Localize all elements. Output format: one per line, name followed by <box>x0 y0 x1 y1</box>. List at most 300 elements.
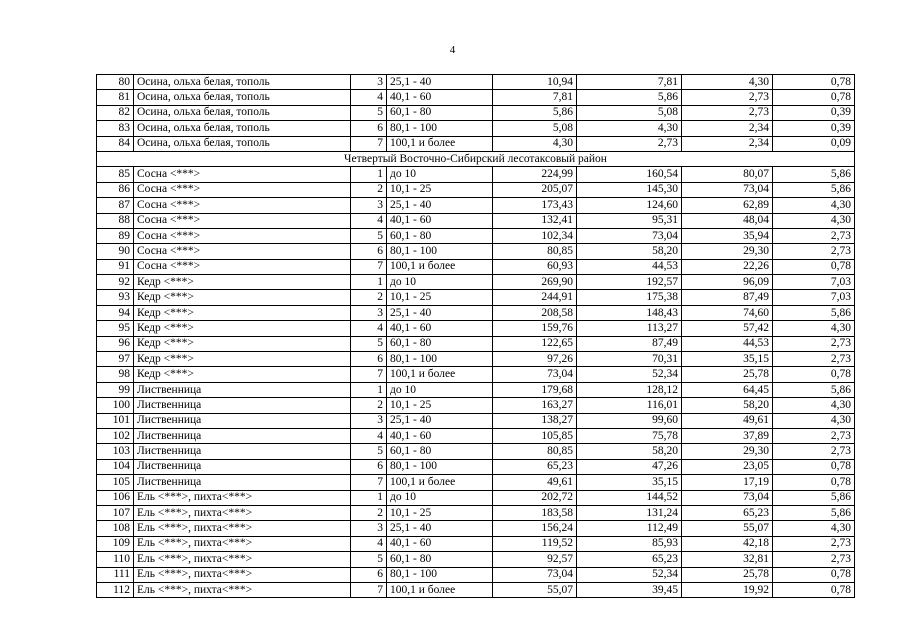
cell-value-large: 122,65 <box>493 336 577 351</box>
cell-value-small: 74,60 <box>682 305 773 320</box>
cell-diameter-range: 25,1 - 40 <box>387 198 493 213</box>
cell-value-large: 119,52 <box>493 536 577 551</box>
table-row <box>97 198 855 213</box>
cell-value-firewood: 2,73 <box>773 552 855 567</box>
cell-value-firewood: 2,73 <box>773 336 855 351</box>
cell-diameter-range: 60,1 - 80 <box>387 552 493 567</box>
table-row <box>97 259 855 274</box>
cell-value-medium: 39,45 <box>577 582 682 597</box>
cell-value-small: 29,30 <box>682 244 773 259</box>
cell-species: Ель <***>, пихта<***> <box>134 567 351 582</box>
cell-value-small: 64,45 <box>682 382 773 397</box>
cell-row-number: 95 <box>97 321 134 336</box>
cell-value-firewood: 2,73 <box>773 228 855 243</box>
cell-row-number: 92 <box>97 275 134 290</box>
cell-value-small: 42,18 <box>682 536 773 551</box>
table-row <box>97 90 855 105</box>
cell-value-medium: 192,57 <box>577 275 682 290</box>
cell-row-number: 96 <box>97 336 134 351</box>
cell-value-small: 73,04 <box>682 182 773 197</box>
cell-value-small: 65,23 <box>682 505 773 520</box>
table-row <box>97 105 855 120</box>
cell-value-large: 7,81 <box>493 90 577 105</box>
cell-value-large: 10,94 <box>493 75 577 90</box>
cell-value-firewood: 5,86 <box>773 167 855 182</box>
cell-value-firewood: 2,73 <box>773 352 855 367</box>
cell-value-large: 156,24 <box>493 521 577 536</box>
cell-diameter-range: до 10 <box>387 167 493 182</box>
cell-class: 6 <box>351 352 387 367</box>
cell-value-firewood: 2,73 <box>773 428 855 443</box>
cell-class: 1 <box>351 167 387 182</box>
cell-species: Ель <***>, пихта<***> <box>134 521 351 536</box>
cell-value-firewood: 0,39 <box>773 121 855 136</box>
cell-diameter-range: 60,1 - 80 <box>387 228 493 243</box>
cell-value-medium: 144,52 <box>577 490 682 505</box>
cell-class: 5 <box>351 336 387 351</box>
cell-value-small: 23,05 <box>682 459 773 474</box>
cell-species: Ель <***>, пихта<***> <box>134 552 351 567</box>
cell-value-large: 5,08 <box>493 121 577 136</box>
cell-value-large: 80,85 <box>493 244 577 259</box>
cell-value-firewood: 4,30 <box>773 198 855 213</box>
table-row <box>97 552 855 567</box>
table-row <box>97 490 855 505</box>
cell-diameter-range: 25,1 - 40 <box>387 75 493 90</box>
cell-value-firewood: 7,03 <box>773 290 855 305</box>
cell-value-medium: 87,49 <box>577 336 682 351</box>
table-row <box>97 228 855 243</box>
cell-class: 7 <box>351 136 387 151</box>
cell-row-number: 102 <box>97 428 134 443</box>
cell-row-number: 110 <box>97 552 134 567</box>
cell-diameter-range: 25,1 - 40 <box>387 521 493 536</box>
cell-row-number: 98 <box>97 367 134 382</box>
cell-value-medium: 145,30 <box>577 182 682 197</box>
cell-diameter-range: 10,1 - 25 <box>387 505 493 520</box>
cell-value-small: 80,07 <box>682 167 773 182</box>
cell-class: 7 <box>351 475 387 490</box>
cell-value-medium: 112,49 <box>577 521 682 536</box>
cell-value-large: 73,04 <box>493 367 577 382</box>
cell-class: 7 <box>351 259 387 274</box>
cell-species: Ель <***>, пихта<***> <box>134 582 351 597</box>
cell-class: 6 <box>351 121 387 136</box>
cell-value-medium: 160,54 <box>577 167 682 182</box>
cell-row-number: 89 <box>97 228 134 243</box>
cell-value-large: 55,07 <box>493 582 577 597</box>
cell-value-medium: 58,20 <box>577 444 682 459</box>
cell-diameter-range: 40,1 - 60 <box>387 321 493 336</box>
cell-class: 4 <box>351 536 387 551</box>
cell-species: Кедр <***> <box>134 352 351 367</box>
cell-value-medium: 85,93 <box>577 536 682 551</box>
cell-class: 2 <box>351 290 387 305</box>
cell-class: 5 <box>351 228 387 243</box>
cell-row-number: 105 <box>97 475 134 490</box>
cell-class: 1 <box>351 275 387 290</box>
cell-row-number: 101 <box>97 413 134 428</box>
cell-value-small: 25,78 <box>682 367 773 382</box>
cell-value-large: 138,27 <box>493 413 577 428</box>
cell-value-medium: 58,20 <box>577 244 682 259</box>
cell-value-small: 55,07 <box>682 521 773 536</box>
table-row <box>97 305 855 320</box>
cell-row-number: 109 <box>97 536 134 551</box>
cell-row-number: 111 <box>97 567 134 582</box>
cell-value-small: 57,42 <box>682 321 773 336</box>
table-row <box>97 536 855 551</box>
cell-value-large: 205,07 <box>493 182 577 197</box>
cell-value-large: 80,85 <box>493 444 577 459</box>
cell-value-small: 32,81 <box>682 552 773 567</box>
section-title: Четвертый Восточно-Сибирский лесотаксовый район <box>97 151 855 166</box>
cell-diameter-range: 80,1 - 100 <box>387 244 493 259</box>
cell-row-number: 85 <box>97 167 134 182</box>
cell-diameter-range: 100,1 и более <box>387 582 493 597</box>
table-row <box>97 352 855 367</box>
cell-value-small: 2,73 <box>682 90 773 105</box>
cell-value-medium: 44,53 <box>577 259 682 274</box>
table-row <box>97 121 855 136</box>
table-body-top <box>97 75 855 152</box>
cell-value-firewood: 5,86 <box>773 505 855 520</box>
cell-value-firewood: 4,30 <box>773 398 855 413</box>
cell-value-medium: 95,31 <box>577 213 682 228</box>
cell-value-firewood: 5,86 <box>773 382 855 397</box>
cell-value-small: 35,94 <box>682 228 773 243</box>
cell-species: Кедр <***> <box>134 321 351 336</box>
cell-species: Ель <***>, пихта<***> <box>134 490 351 505</box>
cell-value-small: 87,49 <box>682 290 773 305</box>
cell-class: 5 <box>351 444 387 459</box>
cell-diameter-range: 10,1 - 25 <box>387 182 493 197</box>
cell-value-small: 49,61 <box>682 413 773 428</box>
cell-class: 3 <box>351 413 387 428</box>
cell-diameter-range: 100,1 и более <box>387 136 493 151</box>
cell-species: Сосна <***> <box>134 167 351 182</box>
cell-value-large: 202,72 <box>493 490 577 505</box>
cell-value-firewood: 0,39 <box>773 105 855 120</box>
table-row <box>97 321 855 336</box>
table-row <box>97 475 855 490</box>
cell-class: 4 <box>351 428 387 443</box>
cell-value-firewood: 5,86 <box>773 305 855 320</box>
cell-diameter-range: 40,1 - 60 <box>387 90 493 105</box>
page-number: 4 <box>449 44 456 56</box>
cell-diameter-range: до 10 <box>387 382 493 397</box>
cell-class: 6 <box>351 244 387 259</box>
cell-class: 3 <box>351 305 387 320</box>
cell-value-medium: 5,86 <box>577 90 682 105</box>
cell-diameter-range: 60,1 - 80 <box>387 105 493 120</box>
cell-class: 2 <box>351 505 387 520</box>
cell-value-small: 44,53 <box>682 336 773 351</box>
cell-class: 5 <box>351 105 387 120</box>
cell-diameter-range: до 10 <box>387 275 493 290</box>
cell-value-large: 102,34 <box>493 228 577 243</box>
cell-species: Кедр <***> <box>134 367 351 382</box>
cell-class: 2 <box>351 182 387 197</box>
cell-value-large: 163,27 <box>493 398 577 413</box>
cell-value-firewood: 4,30 <box>773 413 855 428</box>
cell-value-firewood: 0,78 <box>773 582 855 597</box>
cell-species: Сосна <***> <box>134 213 351 228</box>
cell-value-small: 96,09 <box>682 275 773 290</box>
cell-value-medium: 7,81 <box>577 75 682 90</box>
cell-species: Лиственница <box>134 475 351 490</box>
cell-value-firewood: 0,09 <box>773 136 855 151</box>
cell-value-small: 2,73 <box>682 105 773 120</box>
cell-row-number: 90 <box>97 244 134 259</box>
forest-tax-table <box>96 74 855 598</box>
cell-value-large: 132,41 <box>493 213 577 228</box>
cell-class: 3 <box>351 198 387 213</box>
cell-row-number: 107 <box>97 505 134 520</box>
cell-value-small: 62,89 <box>682 198 773 213</box>
cell-value-small: 29,30 <box>682 444 773 459</box>
table-row <box>97 290 855 305</box>
cell-value-firewood: 0,78 <box>773 75 855 90</box>
cell-value-firewood: 7,03 <box>773 275 855 290</box>
cell-value-small: 17,19 <box>682 475 773 490</box>
cell-value-small: 19,92 <box>682 582 773 597</box>
table-row <box>97 167 855 182</box>
section-row-group <box>97 151 855 166</box>
cell-row-number: 82 <box>97 105 134 120</box>
cell-value-medium: 2,73 <box>577 136 682 151</box>
cell-species: Лиственница <box>134 459 351 474</box>
cell-value-firewood: 4,30 <box>773 521 855 536</box>
cell-diameter-range: 10,1 - 25 <box>387 290 493 305</box>
cell-value-small: 37,89 <box>682 428 773 443</box>
cell-class: 7 <box>351 582 387 597</box>
cell-row-number: 86 <box>97 182 134 197</box>
cell-class: 4 <box>351 90 387 105</box>
cell-value-small: 2,34 <box>682 121 773 136</box>
cell-value-firewood: 4,30 <box>773 321 855 336</box>
cell-value-medium: 175,38 <box>577 290 682 305</box>
table-row <box>97 521 855 536</box>
cell-value-medium: 99,60 <box>577 413 682 428</box>
cell-row-number: 94 <box>97 305 134 320</box>
cell-row-number: 103 <box>97 444 134 459</box>
cell-value-firewood: 2,73 <box>773 536 855 551</box>
cell-value-large: 173,43 <box>493 198 577 213</box>
cell-value-large: 208,58 <box>493 305 577 320</box>
cell-species: Лиственница <box>134 413 351 428</box>
cell-value-small: 22,26 <box>682 259 773 274</box>
cell-species: Осина, ольха белая, тополь <box>134 136 351 151</box>
cell-species: Сосна <***> <box>134 259 351 274</box>
table-row <box>97 367 855 382</box>
cell-row-number: 106 <box>97 490 134 505</box>
cell-value-firewood: 5,86 <box>773 182 855 197</box>
cell-value-large: 60,93 <box>493 259 577 274</box>
cell-value-medium: 52,34 <box>577 367 682 382</box>
cell-value-large: 244,91 <box>493 290 577 305</box>
cell-species: Ель <***>, пихта<***> <box>134 536 351 551</box>
cell-species: Лиственница <box>134 398 351 413</box>
cell-row-number: 112 <box>97 582 134 597</box>
cell-value-firewood: 5,86 <box>773 490 855 505</box>
cell-value-large: 4,30 <box>493 136 577 151</box>
table-row <box>97 336 855 351</box>
cell-class: 1 <box>351 490 387 505</box>
cell-value-large: 5,86 <box>493 105 577 120</box>
cell-row-number: 84 <box>97 136 134 151</box>
cell-row-number: 108 <box>97 521 134 536</box>
table-row <box>97 398 855 413</box>
table-row <box>97 136 855 151</box>
cell-value-small: 73,04 <box>682 490 773 505</box>
table-body-bottom <box>97 167 855 598</box>
cell-species: Ель <***>, пихта<***> <box>134 505 351 520</box>
cell-diameter-range: 80,1 - 100 <box>387 352 493 367</box>
cell-class: 2 <box>351 398 387 413</box>
cell-value-large: 224,99 <box>493 167 577 182</box>
cell-class: 1 <box>351 382 387 397</box>
cell-row-number: 99 <box>97 382 134 397</box>
cell-value-medium: 47,26 <box>577 459 682 474</box>
cell-value-large: 183,58 <box>493 505 577 520</box>
cell-diameter-range: 80,1 - 100 <box>387 567 493 582</box>
cell-value-medium: 116,01 <box>577 398 682 413</box>
cell-species: Сосна <***> <box>134 244 351 259</box>
cell-class: 7 <box>351 367 387 382</box>
cell-value-large: 65,23 <box>493 459 577 474</box>
cell-species: Осина, ольха белая, тополь <box>134 105 351 120</box>
cell-value-firewood: 0,78 <box>773 567 855 582</box>
table-row <box>97 275 855 290</box>
table-row <box>97 567 855 582</box>
cell-value-medium: 148,43 <box>577 305 682 320</box>
cell-species: Сосна <***> <box>134 182 351 197</box>
cell-diameter-range: 60,1 - 80 <box>387 444 493 459</box>
cell-diameter-range: 10,1 - 25 <box>387 398 493 413</box>
cell-value-firewood: 0,78 <box>773 475 855 490</box>
cell-diameter-range: 80,1 - 100 <box>387 459 493 474</box>
cell-value-small: 35,15 <box>682 352 773 367</box>
cell-species: Осина, ольха белая, тополь <box>134 90 351 105</box>
cell-diameter-range: 40,1 - 60 <box>387 428 493 443</box>
cell-diameter-range: 25,1 - 40 <box>387 413 493 428</box>
cell-species: Сосна <***> <box>134 198 351 213</box>
cell-diameter-range: 40,1 - 60 <box>387 213 493 228</box>
cell-value-firewood: 2,73 <box>773 244 855 259</box>
cell-value-firewood: 0,78 <box>773 459 855 474</box>
cell-species: Осина, ольха белая, тополь <box>134 75 351 90</box>
cell-diameter-range: 60,1 - 80 <box>387 336 493 351</box>
cell-class: 3 <box>351 75 387 90</box>
cell-value-large: 269,90 <box>493 275 577 290</box>
cell-row-number: 97 <box>97 352 134 367</box>
cell-diameter-range: до 10 <box>387 490 493 505</box>
cell-value-medium: 128,12 <box>577 382 682 397</box>
cell-value-firewood: 0,78 <box>773 90 855 105</box>
table-row <box>97 582 855 597</box>
cell-species: Кедр <***> <box>134 275 351 290</box>
table-row <box>97 182 855 197</box>
table-row <box>97 505 855 520</box>
cell-class: 6 <box>351 567 387 582</box>
cell-value-medium: 113,27 <box>577 321 682 336</box>
section-row <box>97 151 855 166</box>
cell-species: Кедр <***> <box>134 336 351 351</box>
cell-value-medium: 4,30 <box>577 121 682 136</box>
cell-value-large: 105,85 <box>493 428 577 443</box>
cell-class: 5 <box>351 552 387 567</box>
cell-diameter-range: 40,1 - 60 <box>387 536 493 551</box>
cell-value-medium: 73,04 <box>577 228 682 243</box>
cell-class: 3 <box>351 521 387 536</box>
cell-row-number: 93 <box>97 290 134 305</box>
cell-diameter-range: 80,1 - 100 <box>387 121 493 136</box>
cell-value-small: 48,04 <box>682 213 773 228</box>
table-row <box>97 244 855 259</box>
cell-value-small: 58,20 <box>682 398 773 413</box>
cell-species: Лиственница <box>134 428 351 443</box>
cell-value-small: 2,34 <box>682 136 773 151</box>
cell-value-small: 4,30 <box>682 75 773 90</box>
cell-row-number: 91 <box>97 259 134 274</box>
cell-value-large: 179,68 <box>493 382 577 397</box>
cell-row-number: 100 <box>97 398 134 413</box>
cell-diameter-range: 100,1 и более <box>387 367 493 382</box>
cell-diameter-range: 25,1 - 40 <box>387 305 493 320</box>
cell-class: 6 <box>351 459 387 474</box>
cell-species: Осина, ольха белая, тополь <box>134 121 351 136</box>
cell-species: Сосна <***> <box>134 228 351 243</box>
table-row <box>97 75 855 90</box>
table-row <box>97 413 855 428</box>
table-row <box>97 382 855 397</box>
cell-species: Кедр <***> <box>134 290 351 305</box>
table-row <box>97 213 855 228</box>
cell-value-medium: 131,24 <box>577 505 682 520</box>
cell-row-number: 83 <box>97 121 134 136</box>
cell-row-number: 88 <box>97 213 134 228</box>
cell-species: Лиственница <box>134 444 351 459</box>
cell-diameter-range: 100,1 и более <box>387 475 493 490</box>
cell-value-firewood: 0,78 <box>773 367 855 382</box>
cell-row-number: 81 <box>97 90 134 105</box>
cell-value-medium: 124,60 <box>577 198 682 213</box>
cell-row-number: 80 <box>97 75 134 90</box>
cell-value-medium: 35,15 <box>577 475 682 490</box>
cell-value-firewood: 4,30 <box>773 213 855 228</box>
table-row <box>97 459 855 474</box>
cell-value-medium: 75,78 <box>577 428 682 443</box>
cell-class: 4 <box>351 321 387 336</box>
cell-row-number: 87 <box>97 198 134 213</box>
cell-species: Лиственница <box>134 382 351 397</box>
cell-value-large: 92,57 <box>493 552 577 567</box>
cell-value-medium: 65,23 <box>577 552 682 567</box>
table-row <box>97 428 855 443</box>
cell-value-large: 49,61 <box>493 475 577 490</box>
cell-value-medium: 52,34 <box>577 567 682 582</box>
cell-value-medium: 5,08 <box>577 105 682 120</box>
cell-value-firewood: 2,73 <box>773 444 855 459</box>
cell-class: 4 <box>351 213 387 228</box>
cell-value-large: 97,26 <box>493 352 577 367</box>
cell-value-firewood: 0,78 <box>773 259 855 274</box>
table-row <box>97 444 855 459</box>
cell-value-large: 73,04 <box>493 567 577 582</box>
cell-value-large: 159,76 <box>493 321 577 336</box>
cell-species: Кедр <***> <box>134 305 351 320</box>
